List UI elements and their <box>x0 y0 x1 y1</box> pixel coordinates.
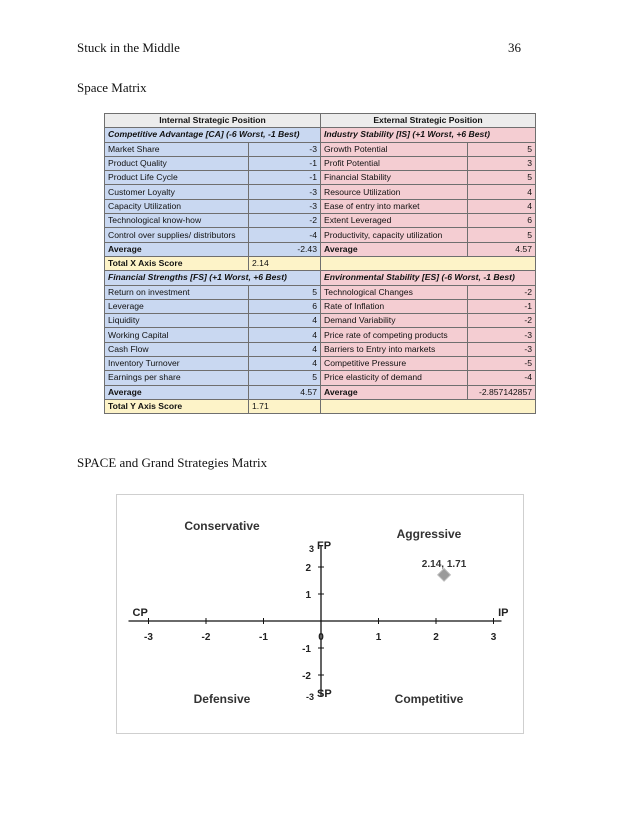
table-row <box>105 314 536 328</box>
blank-cell <box>321 256 536 270</box>
factor-label: Financial Stability <box>321 171 468 185</box>
factor-label: Inventory Turnover <box>105 357 249 371</box>
space-matrix-table <box>104 113 536 414</box>
factor-label: Product Life Cycle <box>105 171 249 185</box>
table-row <box>105 328 536 342</box>
factor-label: Price rate of competing products <box>321 328 468 342</box>
factor-label: Working Capital <box>105 328 249 342</box>
factor-value: 5 <box>468 142 536 156</box>
factor-label: Cash Flow <box>105 342 249 356</box>
y-tick-label: 1 <box>305 590 311 601</box>
factor-value: -4 <box>468 371 536 385</box>
total-y-value: 1.71 <box>249 399 321 413</box>
y-tick-label: -2 <box>302 671 311 682</box>
factor-label: Technological Changes <box>321 285 468 299</box>
factor-value: -3 <box>468 328 536 342</box>
x-tick-label: 1 <box>375 632 382 643</box>
factor-value: -3 <box>249 185 321 199</box>
table-row <box>105 357 536 371</box>
factor-label: Barriers to Entry into markets <box>321 342 468 356</box>
factor-label: Rate of Inflation <box>321 299 468 313</box>
table-row <box>105 299 536 313</box>
fs-average: 4.57 <box>249 385 321 399</box>
factor-value: 5 <box>468 171 536 185</box>
external-title: External Strategic Position <box>321 114 536 128</box>
factor-label: Leverage <box>105 299 249 313</box>
factor-value: 4 <box>249 314 321 328</box>
internal-title: Internal Strategic Position <box>105 114 321 128</box>
x-tick-label: 0 <box>318 632 324 643</box>
grand-strategies-heading: SPACE and Grand Strategies Matrix <box>77 455 268 470</box>
x-tick-label: -2 <box>201 632 211 643</box>
average-label: Average <box>321 242 468 256</box>
running-header-title: Stuck in the Middle <box>77 40 180 55</box>
factor-value: 6 <box>468 214 536 228</box>
table-row <box>105 142 536 156</box>
factor-label: Demand Variability <box>321 314 468 328</box>
factor-value: -3 <box>468 342 536 356</box>
factor-label: Earnings per share <box>105 371 249 385</box>
factor-label: Capacity Utilization <box>105 199 249 213</box>
factor-value: 4 <box>249 342 321 356</box>
table-row <box>105 342 536 356</box>
es-average: -2.857142857 <box>468 385 536 399</box>
axis-label-ip: IP <box>498 607 509 619</box>
factor-label: Technological know-how <box>105 214 249 228</box>
table-row <box>105 228 536 242</box>
total-y-label: Total Y Axis Score <box>105 399 249 413</box>
es-header: Environmental Stability [ES] (-6 Worst, -1 Best) <box>321 271 536 285</box>
ca-header: Competitive Advantage [CA] (-6 Worst, -1 Best) <box>105 128 321 142</box>
section-header-row <box>105 271 536 285</box>
y-tick-label: -1 <box>302 644 311 655</box>
factor-value: -1 <box>249 156 321 170</box>
quadrant-competitive: Competitive <box>394 692 464 706</box>
total-row <box>105 256 536 270</box>
average-row <box>105 242 536 256</box>
y-tick-label: 3 <box>308 544 314 554</box>
factor-value: -2 <box>249 214 321 228</box>
average-row <box>105 385 536 399</box>
factor-value: -3 <box>249 199 321 213</box>
factor-label: Productivity, capacity utilization <box>321 228 468 242</box>
factor-value: -3 <box>249 142 321 156</box>
space-matrix-heading: Space Matrix <box>77 80 147 95</box>
factor-label: Ease of entry into market <box>321 199 468 213</box>
space-chart <box>116 494 524 734</box>
factor-label: Profit Potential <box>321 156 468 170</box>
axis-label-cp: CP <box>132 607 148 619</box>
factor-value: 4 <box>468 185 536 199</box>
table-row <box>105 199 536 213</box>
title-row <box>105 114 536 128</box>
factor-value: -4 <box>249 228 321 242</box>
factor-value: -2 <box>468 285 536 299</box>
factor-value: 5 <box>249 371 321 385</box>
axis-label-fp: FP <box>317 540 332 552</box>
factor-value: 6 <box>249 299 321 313</box>
total-row <box>105 399 536 413</box>
page-number: 36 <box>508 40 521 55</box>
table-row <box>105 156 536 170</box>
factor-value: -2 <box>468 314 536 328</box>
factor-value: 5 <box>249 285 321 299</box>
x-tick-label: -1 <box>259 632 268 643</box>
factor-value: -1 <box>249 171 321 185</box>
quadrant-defensive: Defensive <box>193 692 251 706</box>
is-average: 4.57 <box>468 242 536 256</box>
quadrant-aggressive: Aggressive <box>396 527 462 541</box>
factor-label: Customer Loyalty <box>105 185 249 199</box>
factor-value: 4 <box>249 357 321 371</box>
factor-label: Liquidity <box>105 314 249 328</box>
factor-value: -1 <box>468 299 536 313</box>
average-label: Average <box>321 385 468 399</box>
average-label: Average <box>105 385 249 399</box>
is-header: Industry Stability [IS] (+1 Worst, +6 Best) <box>321 128 536 142</box>
table-row <box>105 185 536 199</box>
factor-value: 4 <box>249 328 321 342</box>
x-tick-label: 2 <box>433 632 439 643</box>
blank-cell <box>321 399 536 413</box>
space-chart-svg <box>116 494 524 734</box>
factor-label: Extent Leveraged <box>321 214 468 228</box>
section-header-row <box>105 128 536 142</box>
factor-label: Resource Utilization <box>321 185 468 199</box>
table-row <box>105 371 536 385</box>
x-tick-label: 3 <box>490 632 497 643</box>
table-row <box>105 171 536 185</box>
table-row <box>105 214 536 228</box>
total-x-label: Total X Axis Score <box>105 256 249 270</box>
factor-label: Price elasticity of demand <box>321 371 468 385</box>
factor-value: 3 <box>468 156 536 170</box>
factor-label: Return on investment <box>105 285 249 299</box>
factor-label: Product Quality <box>105 156 249 170</box>
factor-label: Market Share <box>105 142 249 156</box>
factor-value: 4 <box>468 199 536 213</box>
factor-value: -5 <box>468 357 536 371</box>
ca-average: -2.43 <box>249 242 321 256</box>
table-row <box>105 285 536 299</box>
data-point-label: 2.14, 1.71 <box>421 558 467 570</box>
x-tick-label: -3 <box>144 632 153 643</box>
fs-header: Financial Strengths [FS] (+1 Worst, +6 Best) <box>105 271 321 285</box>
quadrant-conservative: Conservative <box>184 519 260 533</box>
factor-value: 5 <box>468 228 536 242</box>
factor-label: Control over supplies/ distributors <box>105 228 249 242</box>
average-label: Average <box>105 242 249 256</box>
total-x-value: 2.14 <box>249 256 321 270</box>
y-tick-label: 2 <box>305 563 311 574</box>
factor-label: Growth Potential <box>321 142 468 156</box>
axis-label-sp: SP <box>317 688 332 700</box>
factor-label: Competitive Pressure <box>321 357 468 371</box>
y-tick-label: -3 <box>305 692 314 702</box>
